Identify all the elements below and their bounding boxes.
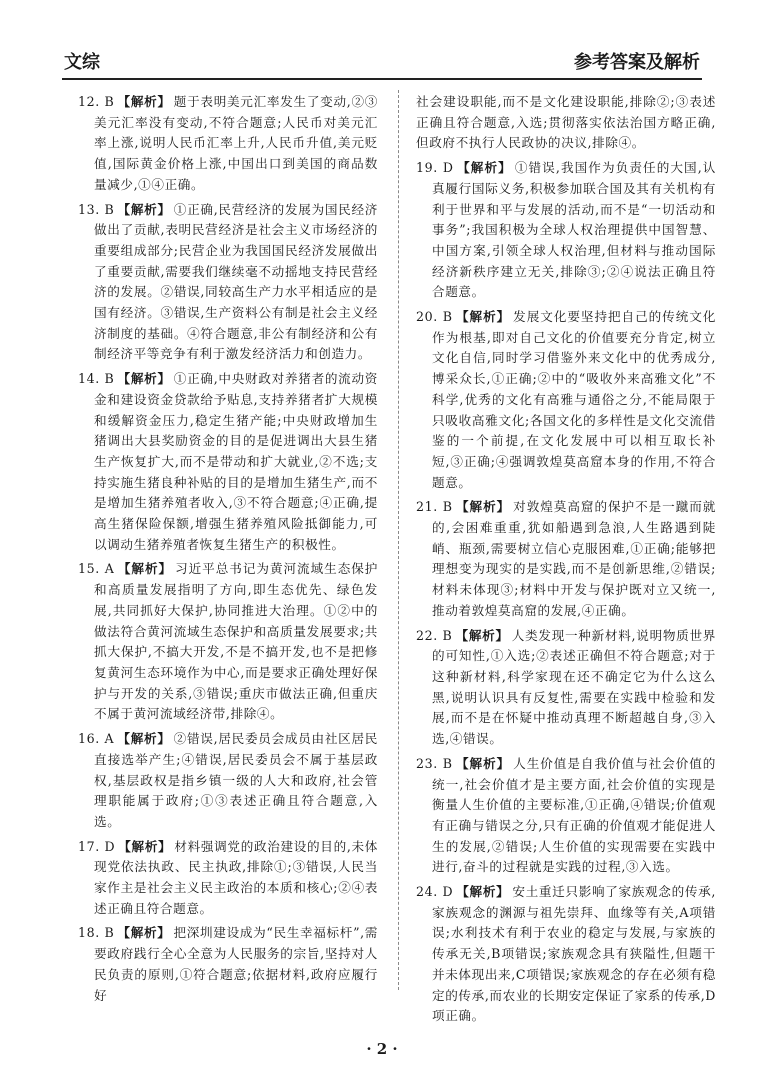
analysis-tag: 【解析】 [117,925,171,941]
answer-item [78,200,378,366]
analysis-text: ①错误,我国作为负责任的大国,认真履行国际义务,积极参加联合国及其有关机构有利于世界和平与发展的活动,而不是“一切活动和事务”;我国积极为全球人权治理提供中国智慧、中国方案,引领全球人权治理,但材料与推动国际经济新秩序建立无关,排除③;②④说法正确且符合题意。 [432,160,716,300]
question-number: 24. D [416,884,454,900]
answer-item [416,158,716,303]
question-number: 21. B [416,499,453,515]
subject-label: 文综 [64,52,100,73]
analysis-text: 安土重迁只影响了家族观念的传承,家族观念的渊源与祖先崇拜、血缘等有关,A项错误;水利技术有利于农业的稳定与发展,与家族的传承无关,B项错误;家族观念具有狭隘性,但题干并未体现出来,C项错误;家族观念的存在必须有稳定的传承,而农业的长期安定保证了家系的传承,D项正确。 [432,884,716,1024]
analysis-tag: 【解析】 [117,201,171,217]
question-number: 14. B [78,371,115,387]
page-header [62,42,702,80]
question-number: 13. B [78,201,115,217]
answer-item [78,923,378,1006]
analysis-text: 题于表明美元汇率发生了变动,②③美元汇率没有变动,不符合题意;人民币对美元汇率上涨,说明人民币汇率上升,人民币升值,美元贬值,国际黄金价格上涨,中国出口到美国的商品数量减少,①④正确。 [94,94,378,192]
answer-columns [78,92,716,1032]
analysis-text: ②错误,居民委员会成员由社区居民直接选举产生;④错误,居民委员会不属于基层政权,基层政权是指乡镇一级的人大和政府,社会管理职能属于政府;①③表述正确且符合题意,入选。 [94,731,378,829]
left-column [78,92,378,1032]
column-divider [398,90,399,990]
answer-item [416,497,716,621]
analysis-text: 发展文化要坚持把自己的传统文化作为根基,即对自己文化的价值要充分肯定,树立文化自信,同时学习借鉴外来文化中的优秀成分,博采众长,①正确;②中的“吸收外来高雅文化”不科学,优秀的文化有高雅与通俗之分,不能局限于只吸收高雅文化;各国文化的多样性是文化交流借鉴的一个前提,在文化发展中可以相互取长补短,③正确;④强调敦煌莫高窟本身的作用,不符合题意。 [432,309,716,490]
analysis-tag: 【解析】 [456,160,512,176]
answer-item [78,729,378,833]
analysis-text: 人类发现一种新材料,说明物质世界的可知性,①入选;②表述正确但不符合题意;对于这种新材料,科学家现在还不确定它为什么这么黑,说明认识具有反复性,需要在实践中检验和发展,而不是在怀疑中推动真理不断超越自身,③入选,④错误。 [432,627,716,747]
answer-item [416,754,716,878]
continuation-text: 社会建设职能,而不是文化建设职能,排除②;③表述正确且符合题意,入选;贯彻落实依法治国方略正确,但政府不执行人民政协的决议,排除④。 [416,94,716,151]
analysis-text: 把深圳建设成为“民生幸福标杆”,需要政府践行全心全意为人民服务的宗旨,坚持对人民负责的原则,①符合题意;依据材料,政府应履行好 [94,925,378,1003]
answer-item [416,882,716,1027]
question-number: 20. B [416,309,453,325]
answer-item [78,369,378,555]
analysis-tag: 【解析】 [118,838,172,854]
question-number: 16. A [78,731,115,747]
analysis-tag: 【解析】 [117,731,171,747]
analysis-text: ①正确,民营经济的发展为国民经济做出了贡献,表明民营经济是社会主义市场经济的重要组成部分;民营企业为我国国民经济发展做出了重要贡献,需要我们继续毫不动摇地支持民营经济的发展。②错误,同较高生产力水平相适应的是国有经济。③错误,生产资料公有制是社会主义经济制度的基础。④符合题意,非公有制经济和公有制经济平等竞争有利于激发经济活力和创造力。 [94,201,378,362]
question-number: 15. A [78,561,115,577]
analysis-tag: 【解析】 [117,94,171,109]
question-number: 18. B [78,925,115,941]
question-number: 19. D [416,160,454,176]
question-number: 22. B [416,627,453,643]
analysis-text: 习近平总书记为黄河流域生态保护和高质量发展指明了方向,即生态优先、绿色发展,共同抓好大保护,协同推进大治理。①②中的做法符合黄河流域生态保护和高质量发展要求;共抓大保护,不搞大开发,不是不搞开发,也不是把修复黄河生态环境作为中心,而是要求正确处理好保护与开发的关系,③错误;重庆市做法正确,但重庆不属于黄河流域经济带,排除④。 [94,561,378,722]
analysis-tag: 【解析】 [455,755,511,771]
right-column [416,92,716,1032]
answer-item [416,626,716,750]
analysis-tag: 【解析】 [117,561,173,577]
answer-item [416,307,716,493]
analysis-tag: 【解析】 [456,884,510,900]
answer-item [78,837,378,920]
answer-item [78,559,378,725]
analysis-text: 对敦煌莫高窟的保护不是一蹴而就的,会困难重重,犹如船遇到急浪,人生路遇到陡峭、瓶颈,需要树立信心克服困难,①正确;能够把理想变为现实的是实践,而不是创新思维,②错误;材料未体现③;材料中开发与保护既对立又统一,推动着敦煌莫高窟的发展,④正确。 [432,499,716,618]
analysis-tag: 【解析】 [455,499,511,515]
answer-item [78,92,378,196]
analysis-tag: 【解析】 [455,309,511,325]
section-title: 参考答案及解析 [574,52,700,73]
analysis-text: ①正确,中央财政对养猪者的流动资金和建设资金贷款给予贴息,支持养猪者扩大规模和缓解资金压力,稳定生猪产能;中央财政增加生猪调出大县奖励资金的目的是促进调出大县生猪生产恢复扩大,而不是带动和扩大就业,②不选;支持实施生猪良种补贴的目的是增加生猪生产,而不是增加生猪养殖者收入,③不符合题意;④正确,提高生猪保险保额,增强生猪养殖风险抵御能力,可以调动生猪养殖者恢复生猪生产的积极性。 [94,371,378,552]
analysis-text: 材料强调党的政治建设的目的,未体现党依法执政、民主执政,排除①;③错误,人民当家作主是社会主义民主政治的本质和核心;②④表述正确且符合题意。 [94,838,378,916]
analysis-tag: 【解析】 [455,627,509,643]
analysis-tag: 【解析】 [117,371,171,387]
question-number: 23. B [416,755,453,771]
question-number: 12. B [78,94,115,109]
page-number: · 2 · [366,1040,398,1058]
analysis-text: 人生价值是自我价值与社会价值的统一,社会价值才是主要方面,社会价值的实现是衡量人生价值的主要标准,①正确,④错误;价值观有正确与错误之分,只有正确的价值观才能促进人生的发展,②错误;人生价值的实现需要在实践中进行,奋斗的过程就是实践的过程,③入选。 [432,755,716,875]
question-number: 17. D [78,838,116,854]
